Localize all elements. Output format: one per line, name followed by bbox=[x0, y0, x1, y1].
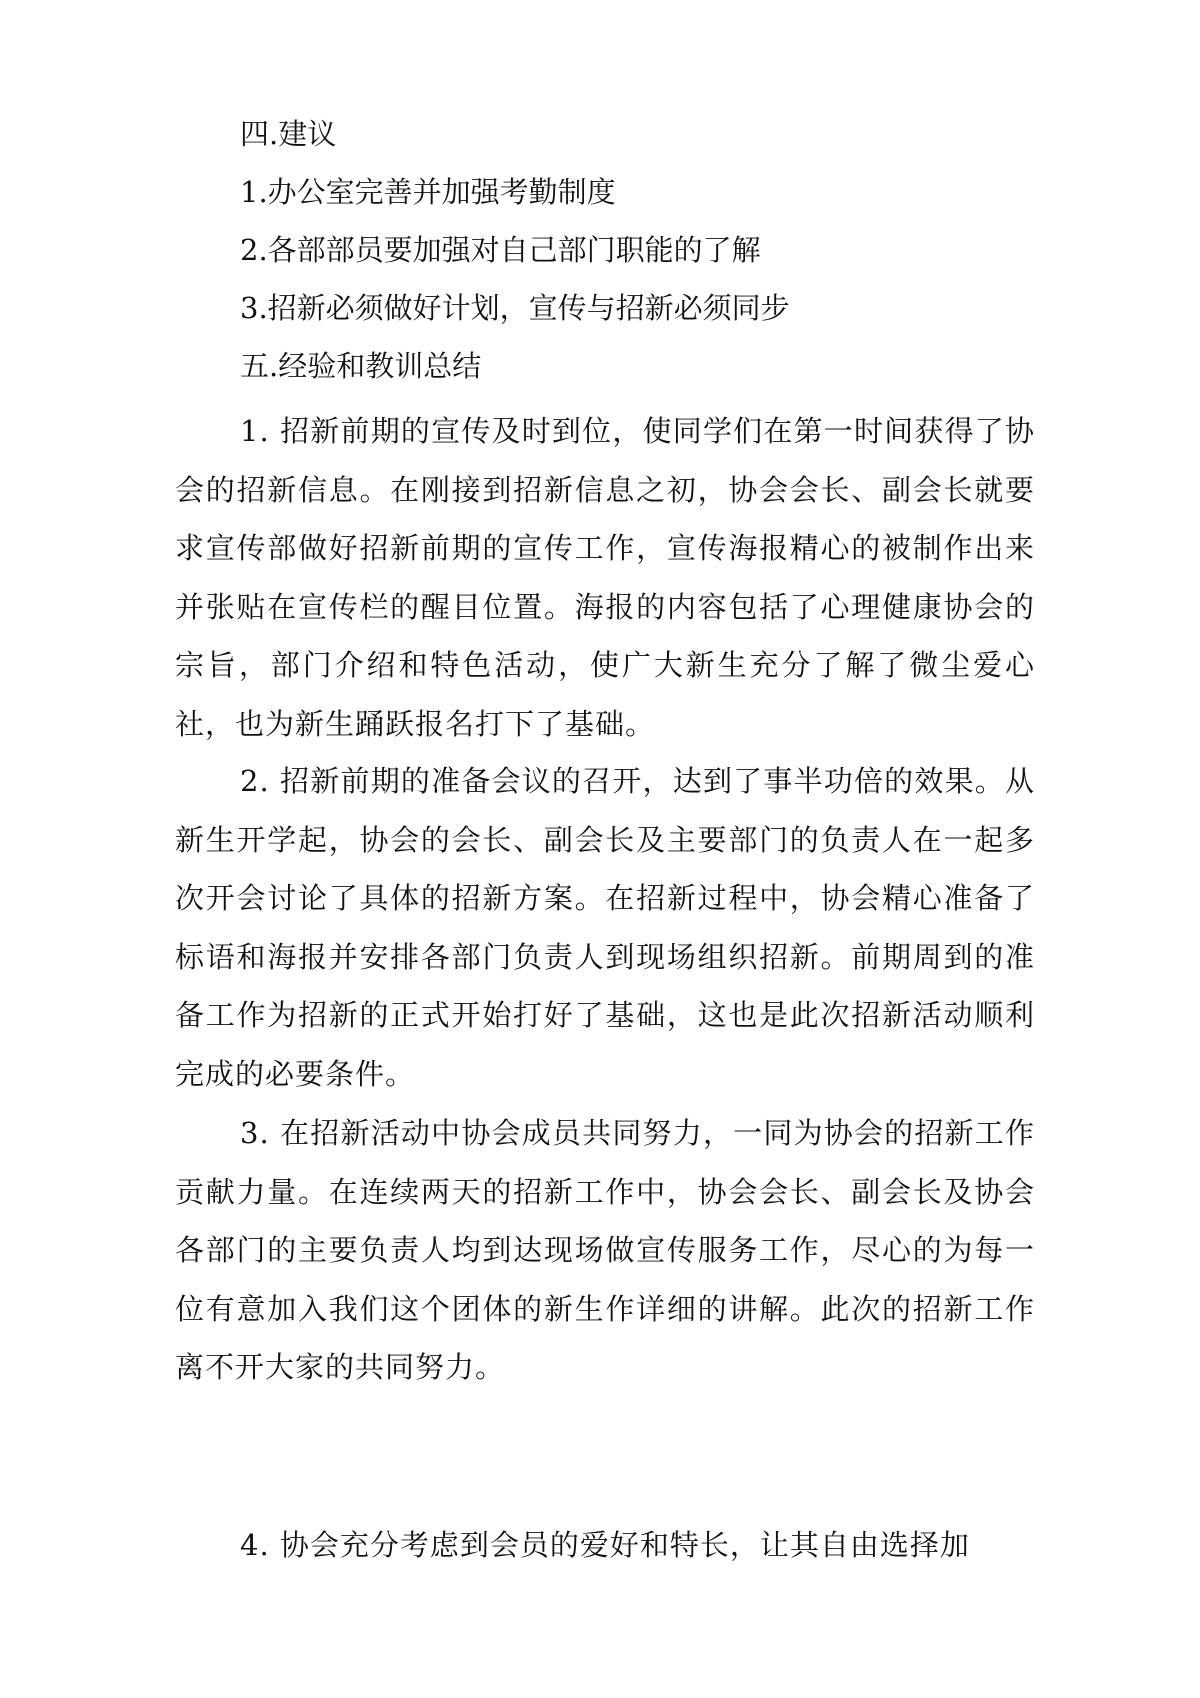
summary-paragraph: 4. 协会充分考虑到会员的爱好和特长，让其自由选择加 bbox=[240, 1528, 970, 1562]
summary-paragraph: 1. 招新前期的宣传及时到位，使同学们在第一时间获得了协会的招新信息。在刚接到招新信息之初，协会会长、副会长就要求宣传部做好招新前期的宣传工作，宣传海报精心的被制作出来并张贴在宣传栏的醒目位置。海报的内容包括了心理健康协会的宗旨，部门介绍和特色活动，使广大新生充分了解了微尘爱心社，也为新生踊跃报名打下了基础。 bbox=[175, 414, 1035, 741]
suggestion-item: 1.办公室完善并加强考勤制度 bbox=[240, 175, 616, 209]
summary-paragraph: 3. 在招新活动中协会成员共同努力，一同为协会的招新工作贡献力量。在连续两天的招新工作中，协会会长、副会长及协会各部门的主要负责人均到达现场做宣传服务工作，尽心的为每一位有意加入我们这个团体的新生作详细的讲解。此次的招新工作离不开大家的共同努力。 bbox=[175, 1116, 1035, 1384]
section-heading-summary: 五.经验和教训总结 bbox=[240, 349, 482, 383]
suggestion-item: 3.招新必须做好计划，宣传与招新必须同步 bbox=[240, 291, 790, 325]
suggestion-item: 2.各部部员要加强对自己部门职能的了解 bbox=[240, 233, 761, 267]
summary-paragraph: 2. 招新前期的准备会议的召开，达到了事半功倍的效果。从新生开学起，协会的会长、副会长及主要部门的负责人在一起多次开会讨论了具体的招新方案。在招新过程中，协会精心准备了标语和海报并安排各部门负责人到现场组织招新。前期周到的准备工作为招新的正式开始打好了基础，这也是此次招新活动顺利完成的必要条件。 bbox=[175, 764, 1035, 1091]
section-heading-suggestions: 四.建议 bbox=[240, 117, 337, 151]
